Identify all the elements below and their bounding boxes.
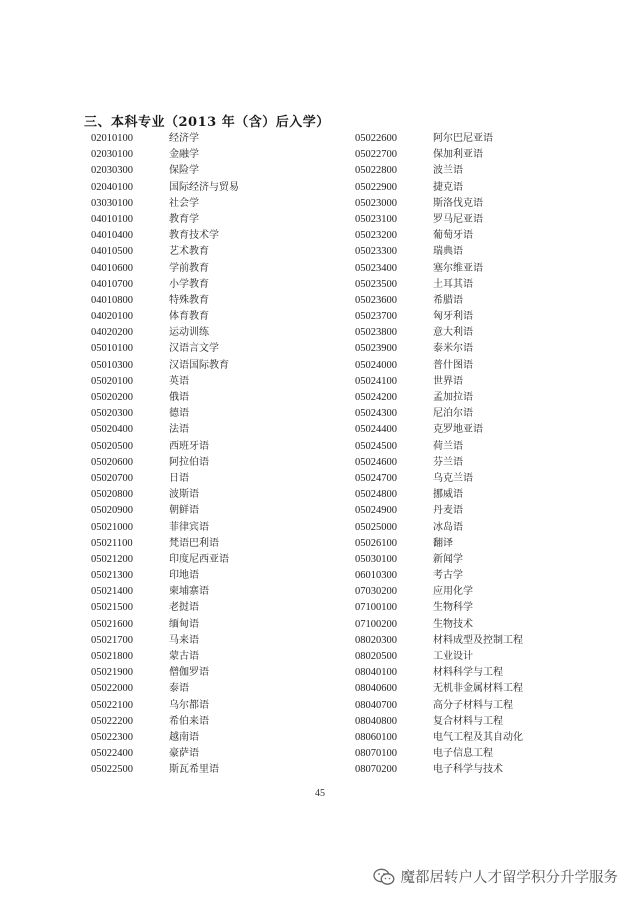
watermark-text: 魔都居转户人才留学积分升学服务 — [400, 870, 618, 886]
major-code: 05021800 — [91, 651, 133, 662]
major-name: 电子科学与技术 — [433, 764, 503, 776]
major-row — [355, 470, 585, 486]
major-code: 05020600 — [91, 456, 133, 468]
major-name: 汉语国际教育 — [169, 359, 229, 371]
major-code: 05021200 — [91, 553, 133, 565]
major-row — [91, 438, 341, 454]
major-name: 翻译 — [433, 537, 453, 549]
major-code: 05024300 — [355, 408, 397, 420]
major-code: 03030100 — [91, 197, 133, 209]
major-name: 保加利亚语 — [433, 149, 483, 161]
major-name: 蒙古语 — [169, 651, 199, 662]
major-name: 印度尼西亚语 — [169, 553, 229, 565]
major-name: 冰岛语 — [433, 521, 463, 533]
major-row — [355, 195, 585, 211]
major-row — [91, 146, 341, 162]
major-code: 05021900 — [91, 667, 133, 679]
major-name: 缅甸语 — [169, 618, 199, 630]
major-name: 豪萨语 — [169, 748, 199, 760]
major-name: 匈牙利语 — [433, 311, 473, 323]
major-name: 普什图语 — [433, 359, 473, 371]
major-row — [91, 486, 341, 502]
major-name: 挪威语 — [433, 489, 463, 501]
major-name: 荷兰语 — [433, 440, 463, 452]
major-code: 05022100 — [91, 699, 133, 711]
major-code: 05020500 — [91, 440, 133, 452]
major-name: 学前教育 — [169, 262, 209, 274]
major-row — [355, 324, 585, 340]
major-code: 08070100 — [355, 748, 397, 760]
major-row — [355, 179, 585, 195]
major-row — [355, 260, 585, 276]
major-name: 菲律宾语 — [169, 521, 209, 533]
major-code: 05021100 — [91, 537, 133, 549]
major-name: 斯瓦希里语 — [169, 764, 219, 776]
major-name: 波斯语 — [169, 489, 199, 501]
major-row — [355, 486, 585, 502]
major-code: 02010100 — [91, 133, 133, 144]
major-row — [91, 632, 341, 648]
major-code: 05024000 — [355, 359, 397, 371]
major-code: 05026100 — [355, 537, 397, 549]
major-name: 捷克语 — [433, 181, 463, 193]
major-row — [91, 502, 341, 518]
major-code: 08040600 — [355, 683, 397, 695]
major-name: 艺术教育 — [169, 246, 209, 258]
major-code: 05022500 — [91, 764, 133, 776]
major-name: 希伯来语 — [169, 715, 209, 727]
major-row — [355, 599, 585, 615]
major-code: 07030200 — [355, 586, 397, 598]
major-row — [91, 292, 341, 308]
major-row — [91, 260, 341, 276]
major-row — [91, 454, 341, 470]
major-name: 越南语 — [169, 731, 199, 743]
major-row — [355, 745, 585, 761]
major-code: 05024500 — [355, 440, 397, 452]
major-name: 体育教育 — [169, 311, 209, 323]
major-row — [91, 583, 341, 599]
major-row — [355, 551, 585, 567]
major-code: 04010600 — [91, 262, 133, 274]
major-row — [355, 567, 585, 583]
major-row — [355, 713, 585, 729]
major-name: 无机非金属材料工程 — [433, 683, 523, 695]
major-code: 05022700 — [355, 149, 397, 161]
major-row — [91, 567, 341, 583]
major-row — [91, 179, 341, 195]
major-row — [91, 162, 341, 178]
major-row — [355, 454, 585, 470]
major-code: 08070200 — [355, 764, 397, 776]
major-row — [355, 146, 585, 162]
major-row — [355, 389, 585, 405]
major-name: 运动训练 — [169, 327, 209, 339]
major-name: 葡萄牙语 — [433, 230, 473, 242]
major-code: 04010500 — [91, 246, 133, 258]
major-code: 05024200 — [355, 392, 397, 403]
major-code: 05022300 — [91, 731, 133, 743]
major-name: 梵语巴利语 — [169, 537, 219, 549]
major-name: 保险学 — [169, 165, 199, 177]
major-row — [355, 243, 585, 259]
major-code: 02030300 — [91, 165, 133, 177]
major-row — [355, 761, 585, 777]
major-code: 05010100 — [91, 343, 133, 355]
major-row — [355, 519, 585, 535]
major-row — [91, 664, 341, 680]
major-row — [355, 697, 585, 713]
major-code: 04010800 — [91, 294, 133, 306]
major-name: 泰米尔语 — [433, 343, 473, 355]
major-name: 社会学 — [169, 197, 199, 209]
major-name: 德语 — [169, 408, 189, 420]
major-code: 05020100 — [91, 375, 133, 387]
watermark — [373, 866, 619, 887]
major-row — [91, 324, 341, 340]
major-name: 法语 — [169, 424, 189, 436]
major-name: 西班牙语 — [169, 440, 209, 452]
major-name: 特殊教育 — [169, 294, 209, 306]
major-code: 04010700 — [91, 278, 133, 290]
major-code: 05030100 — [355, 553, 397, 565]
major-code: 05023100 — [355, 213, 397, 225]
major-code: 05021300 — [91, 570, 133, 582]
major-code: 08040800 — [355, 715, 397, 727]
major-row — [91, 195, 341, 211]
major-name: 阿尔巴尼亚语 — [433, 133, 493, 144]
major-code: 05023400 — [355, 262, 397, 274]
major-code: 08060100 — [355, 731, 397, 743]
major-list-right — [355, 130, 585, 778]
major-code: 05023300 — [355, 246, 397, 258]
major-code: 05021700 — [91, 634, 133, 646]
major-row — [91, 357, 341, 373]
major-row — [355, 632, 585, 648]
major-name: 乌克兰语 — [433, 472, 473, 484]
major-code: 02040100 — [91, 181, 133, 193]
major-code: 08020500 — [355, 651, 397, 662]
major-code: 05023800 — [355, 327, 397, 339]
major-code: 05024100 — [355, 375, 397, 387]
major-row — [91, 535, 341, 551]
major-name: 考古学 — [433, 570, 463, 582]
major-code: 04020200 — [91, 327, 133, 339]
major-code: 05021400 — [91, 586, 133, 598]
major-name: 老挝语 — [169, 602, 199, 614]
major-row — [355, 162, 585, 178]
page-number: 45 — [315, 788, 325, 799]
major-code: 05010300 — [91, 359, 133, 371]
major-code: 05022000 — [91, 683, 133, 695]
major-row — [91, 697, 341, 713]
section-heading: 三、本科专业（2013 年（含）后入学） — [84, 115, 330, 130]
major-code: 08020300 — [355, 634, 397, 646]
major-name: 小学教育 — [169, 278, 209, 290]
major-name: 教育技术学 — [169, 230, 219, 242]
major-row — [91, 729, 341, 745]
major-name: 高分子材料与工程 — [433, 699, 513, 711]
major-name: 尼泊尔语 — [433, 408, 473, 420]
major-row — [91, 421, 341, 437]
major-row — [91, 519, 341, 535]
major-name: 应用化学 — [433, 586, 473, 598]
major-name: 马来语 — [169, 634, 199, 646]
major-code: 02030100 — [91, 149, 133, 161]
major-row — [91, 405, 341, 421]
major-name: 克罗地亚语 — [433, 424, 483, 436]
major-row — [91, 470, 341, 486]
major-code: 05024800 — [355, 489, 397, 501]
major-list-left — [91, 130, 341, 778]
major-code: 06010300 — [355, 570, 397, 582]
major-code: 04010400 — [91, 230, 133, 242]
major-code: 05022900 — [355, 181, 397, 193]
major-code: 05023900 — [355, 343, 397, 355]
major-name: 斯洛伐克语 — [433, 197, 483, 209]
major-code: 07100100 — [355, 602, 397, 614]
major-row — [355, 648, 585, 664]
major-row — [355, 276, 585, 292]
major-code: 05023700 — [355, 311, 397, 323]
major-row — [91, 243, 341, 259]
major-name: 汉语言文学 — [169, 343, 219, 355]
major-code: 04020100 — [91, 311, 133, 323]
major-code: 05020400 — [91, 424, 133, 436]
major-code: 05021500 — [91, 602, 133, 614]
major-name: 世界语 — [433, 375, 463, 387]
major-code: 08040100 — [355, 667, 397, 679]
major-row — [355, 130, 585, 146]
major-name: 日语 — [169, 472, 189, 484]
major-name: 僧伽罗语 — [169, 667, 209, 679]
major-name: 罗马尼亚语 — [433, 213, 483, 225]
major-code: 04010100 — [91, 213, 133, 225]
major-row — [355, 308, 585, 324]
major-name: 塞尔维亚语 — [433, 262, 483, 274]
major-row — [355, 583, 585, 599]
major-code: 05024700 — [355, 472, 397, 484]
major-code: 05023600 — [355, 294, 397, 306]
major-code: 05022600 — [355, 133, 397, 144]
major-code: 05023500 — [355, 278, 397, 290]
major-name: 泰语 — [169, 683, 189, 695]
major-code: 07100200 — [355, 618, 397, 630]
major-name: 意大利语 — [433, 327, 473, 339]
major-name: 经济学 — [169, 133, 199, 144]
major-name: 阿拉伯语 — [169, 456, 209, 468]
major-row — [91, 227, 341, 243]
major-row — [91, 211, 341, 227]
major-name: 瑞典语 — [433, 246, 463, 258]
major-row — [355, 373, 585, 389]
major-name: 生物科学 — [433, 602, 473, 614]
major-row — [355, 405, 585, 421]
major-row — [355, 680, 585, 696]
major-row — [91, 745, 341, 761]
major-name: 丹麦语 — [433, 505, 463, 517]
major-name: 材料成型及控制工程 — [433, 634, 523, 646]
major-code: 05022200 — [91, 715, 133, 727]
major-row — [91, 276, 341, 292]
major-name: 俄语 — [169, 392, 189, 403]
major-name: 电子信息工程 — [433, 748, 493, 760]
major-code: 05023000 — [355, 197, 397, 209]
major-row — [91, 340, 341, 356]
major-code: 05024900 — [355, 505, 397, 517]
major-row — [91, 130, 341, 146]
major-row — [91, 648, 341, 664]
major-code: 05022800 — [355, 165, 397, 177]
major-name: 土耳其语 — [433, 278, 473, 290]
major-code: 05024600 — [355, 456, 397, 468]
major-row — [91, 680, 341, 696]
major-name: 孟加拉语 — [433, 392, 473, 403]
major-name: 波兰语 — [433, 165, 463, 177]
major-row — [91, 616, 341, 632]
major-row — [91, 308, 341, 324]
major-code: 05020800 — [91, 489, 133, 501]
major-row — [355, 211, 585, 227]
major-name: 英语 — [169, 375, 189, 387]
major-code: 05021600 — [91, 618, 133, 630]
major-name: 教育学 — [169, 213, 199, 225]
major-code: 05020200 — [91, 392, 133, 403]
major-row — [91, 713, 341, 729]
major-code: 05024400 — [355, 424, 397, 436]
wechat-icon — [373, 868, 395, 886]
major-row — [91, 599, 341, 615]
major-row — [355, 292, 585, 308]
major-name: 国际经济与贸易 — [169, 181, 239, 193]
major-code: 05021000 — [91, 521, 133, 533]
major-row — [355, 227, 585, 243]
major-name: 乌尔都语 — [169, 699, 209, 711]
major-row — [355, 357, 585, 373]
major-row — [91, 389, 341, 405]
major-name: 朝鲜语 — [169, 505, 199, 517]
major-code: 08040700 — [355, 699, 397, 711]
major-code: 05020300 — [91, 408, 133, 420]
major-name: 芬兰语 — [433, 456, 463, 468]
major-name: 生物技术 — [433, 618, 473, 630]
major-code: 05023200 — [355, 230, 397, 242]
major-row — [91, 373, 341, 389]
major-code: 05022400 — [91, 748, 133, 760]
major-row — [355, 438, 585, 454]
major-name: 新闻学 — [433, 553, 463, 565]
major-row — [91, 551, 341, 567]
major-row — [355, 340, 585, 356]
major-name: 柬埔寨语 — [169, 586, 209, 598]
major-code: 05025000 — [355, 521, 397, 533]
major-row — [355, 421, 585, 437]
major-code: 05020700 — [91, 472, 133, 484]
major-name: 复合材料与工程 — [433, 715, 503, 727]
major-row — [355, 535, 585, 551]
major-name: 电气工程及其自动化 — [433, 731, 523, 743]
major-name: 金融学 — [169, 149, 199, 161]
major-name: 希腊语 — [433, 294, 463, 306]
major-row — [355, 729, 585, 745]
major-code: 05020900 — [91, 505, 133, 517]
major-name: 工业设计 — [433, 651, 473, 662]
major-row — [355, 502, 585, 518]
major-row — [355, 664, 585, 680]
major-row — [355, 616, 585, 632]
major-row — [91, 761, 341, 777]
major-name: 印地语 — [169, 570, 199, 582]
major-name: 材料科学与工程 — [433, 667, 503, 679]
